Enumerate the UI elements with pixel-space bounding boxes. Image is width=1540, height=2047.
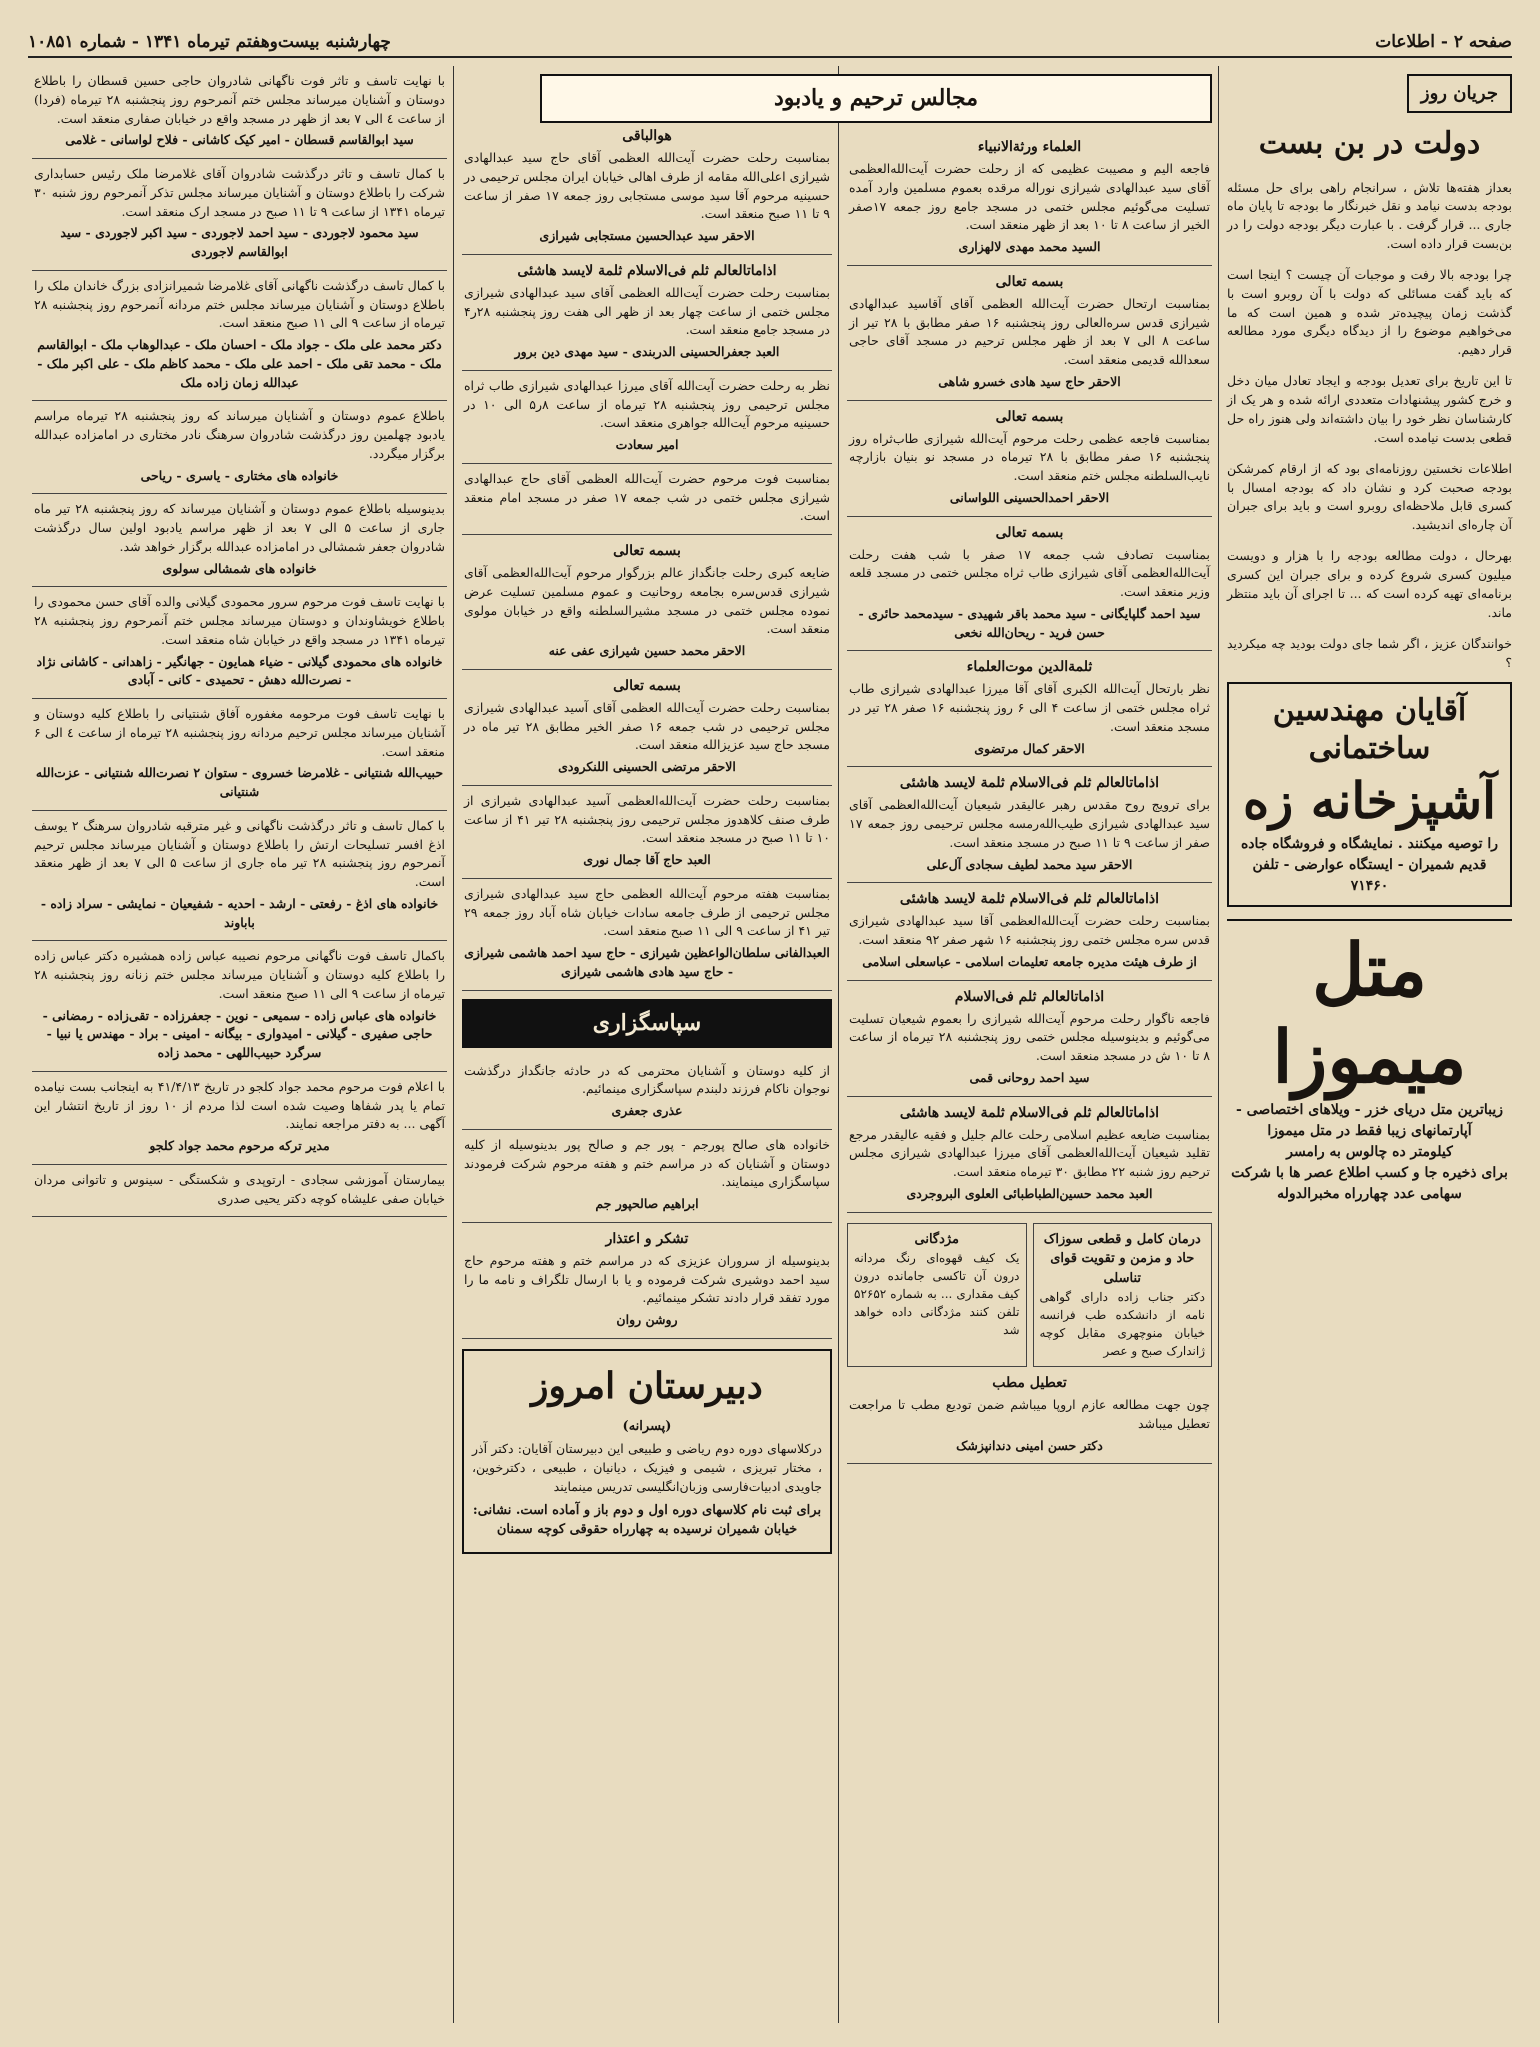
notice-body: بمناسبت رحلت حضرت آیت‌الله‌العظمی آسید عبدالهادی شیرازی از طرف صنف کلاهدوز مجلس ترحیمی روز پنجشنبه ۲۸ تیر ۴۱ از ساعت ۱۰ تا ۱۱ صبح در مسجد منعقد است. xyxy=(464,792,830,846)
notice-body: ضایعه کبری رحلت جانگداز عالم بزرگوار مرحوم آیت‌الله‌العظمی آقای شیرازی قدس‌سره بجامعه روحانیت و عموم مسلمین تسلیت عرض نموده مجلس ختمی در مسجد مشیرالسلطنه واقع در خیابان مولوی منعقد است. xyxy=(464,565,830,637)
editorial-paragraph: اطلاعات نخستین روزنامه‌ای بود که از ارقام کمرشکن بودجه صحبت کرد و نشان داد که بودجه امسال با کسری قابل ملاحظه‌ای روبرو است و باید برای جبران آن چاره‌ای اندیشید. xyxy=(1227,460,1512,532)
date-label: چهارشنبه بیست‌وهفتم تیرماه ۱۳۴۱ - شماره ۱۰۸۵۱ xyxy=(28,32,391,52)
notice xyxy=(462,879,832,991)
kitchen-name: آشپزخانه زه xyxy=(1242,771,1497,831)
kitchen-ad xyxy=(1227,682,1512,907)
editorial-paragraph: بعداز هفته‌ها تلاش ، سرانجام راهی برای حل مسئله بودجه بدست نیامد و نقل خبرنگار ما بودجه تا پایان ماه جاری ... قرار گرفت . با عبارت دیگر بودجه دولت را در بن‌بست قرار داده است. xyxy=(1227,179,1512,251)
notice xyxy=(462,670,832,786)
notice-body: فاجعه ناگوار رحلت مرحوم آیت‌الله شیرازی را بعموم شیعیان تسلیت می‌گوئیم و بدینوسیله مجلس ختمی روز پنجشنبه ۲۸ تیرماه از ساعت ۸ تا ۱۰ ش در مسجد منعقد است. xyxy=(849,1010,1210,1063)
notice-body: باکمال تاسف فوت ناگهانی مرحوم نصیبه عباس زاده همشیره دکتر عباس زاده را باطلاع کلیه دوستان و آشنایان میرساند مجلس ختم زنانه روز پنجشنبه ۲۸ تیرماه از ساعت ۹ الی ۱۱ صبح منعقد است. xyxy=(34,948,445,1001)
editorial-paragraph: چرا بودجه بالا رفت و موجبات آن چیست ؟ اینجا است که باید گفت مسائلی که دولت با آن روبرو است با گذشت زمان پیچیده‌تر شده و همین است که ما می‌خواهیم موضوع را از دیدگاه دیگری مورد مطالعه قرار دهیم. xyxy=(1227,267,1512,357)
notice xyxy=(847,981,1212,1097)
notice-body: نظر بارتحال آیت‌الله الکبری آقای آقا میرزا عبدالهادی شیرازی طاب ثراه مجلس ختمی از ساعت ۴ الی ۶ روز پنجشنبه ۱۶ صفر ۲۸ تیر در مسجد منعقد است. xyxy=(849,681,1211,734)
hotel-name: متل میموزا xyxy=(1272,927,1467,1099)
school-name: دبیرستان امروز xyxy=(531,1364,763,1407)
notice-body: بدینوسیله باطلاع عموم دوستان و آشنایان میرساند که روز پنجشنبه ۲۸ تیر ماه جاری از ساعت ۵ الی ۷ بعد از ظهر مراسم یادبود اولین سال درگذشت شادروان جعفر شمشالی در امامزاده عبدالله برگزار خواهد شد. xyxy=(34,501,445,554)
notice-title: بسمه تعالی xyxy=(995,408,1064,425)
newspaper-page xyxy=(28,28,1512,2023)
notice xyxy=(32,811,447,942)
notice-body: بمناسبت رحلت حضرت آیت‌الله العظمی آقای آسید عبدالهادی شیرازی مجلس ترحیمی در شب جمعه ۱۶ صفر الخیر مطابق ۲۸ تیر ماه در مسجد حاج سید عزیزالله منعقد است. xyxy=(464,699,830,753)
notice-signature: الاحقر حاج سید هادی خسرو شاهی xyxy=(938,373,1121,389)
notice-title: اذاماتالعالم ثلم فی‌الاسلام ثلمة لایسد هاشئی xyxy=(517,262,777,279)
reward-ad xyxy=(847,1223,1027,1368)
notice-signature: خانواده های مختاری - یاسری - ریاحی xyxy=(140,467,339,483)
notice-signature: سید محمود لاجوردی - سید احمد لاجوردی - سید اکبر لاجوردی - سید ابوالقاسم لاجوردی xyxy=(60,225,419,259)
memorial-column-left xyxy=(453,66,832,2023)
school-sub: (پسرانه) xyxy=(622,1418,672,1434)
memorial-list xyxy=(462,120,832,991)
notice-signature: سید احمد روحانی قمی xyxy=(969,1069,1090,1085)
notice-signature: دکتر محمد علی ملک - جواد ملک - احسان ملک - عبدالوهاب ملک - ابوالقاسم ملک - محمد تقی ملک - احمد علی ملک - محمد کاظم ملک - علی اکبر ملک - عبدالله زمان زاده ملک xyxy=(37,337,442,390)
memorial-column-right xyxy=(773,66,1212,2023)
notice-signature: خانواده های عباس زاده - سمیعی - نوین - جعفرزاده - تقی‌زاده - رمضانی - حاجی صفیری - گیلانی - امیدواری - بیگانه - امینی - براد - مهندس یا نبیا - سرگرد حبیب‌اللهی - محمد زاده xyxy=(42,1007,437,1060)
notice-body: بمناسبت رحلت حضرت آیت‌الله العظمی آقای حاج سید عبدالهادی شیرازی اعلی‌الله مقامه از طرف اهالی خیابان ایران مجلس ترحیمی در حسینیه مرحوم آقا سید موسی مستجابی روز جمعه ۱۷ صفر از ساعت ۹ تا ۱۱ صبح منعقد است. xyxy=(464,150,830,222)
memorial-banner: مجالس ترحیم و یادبود xyxy=(540,74,1212,123)
notice-signature: ابراهیم صالحپور جم xyxy=(595,1196,699,1211)
obituary-column xyxy=(32,66,447,2023)
notice-title: بسمه تعالی xyxy=(995,273,1064,290)
notice-signature: سید ابوالقاسم قسطان - امیر کیک کاشانی - فلاح لواسانی - غلامی xyxy=(65,132,414,148)
notice xyxy=(32,699,447,811)
doctor-ad xyxy=(1033,1223,1213,1368)
notice-body: با کمال تاسف و تاثر درگذشت ناگهانی و غیر مترقبه شادروان سرهنگ ۲ یوسف اذغ افسر تسلیحات ارتش را باطلاع دوستان و آشنایان میرساند مجلس ترحیم آنمرحوم روز پنجشنبه ۲۸ تیر ماه جاری از ساعت ۵ الی ۷ بعد از ظهر منعقد است. xyxy=(34,817,446,889)
notice-title: هوالباقی xyxy=(622,128,672,144)
notice-signature: حبیب‌الله شنتیانی - غلامرضا خسروی - ستوان ۲ نصرت‌الله شنتیانی - عزت‌الله شنتیانی xyxy=(35,765,444,799)
notice-signature: عذری جعفری xyxy=(611,1103,683,1118)
editorial-paragraph: بهرحال ، دولت مطالعه بودجه را با هزار و دویست میلیون کسری شروع کرده و برای جبران این کسری برنامه‌ای تهیه کرده است که ... تا اجرای آن باید منتظر ماند. xyxy=(1227,548,1512,620)
hotel-footer: کیلومتر ده چالوس به رامسر xyxy=(1286,1144,1453,1161)
notice xyxy=(847,651,1212,767)
notice-body: با نهایت تاسف فوت مرحوم سرور محمودی گیلانی والده آقای حسن محمودی را باطلاع خویشاوندان و دوستان میرساند مجلس ختم آنمرحوم روز پنجشنبه ۲۸ تیرماه ۱۳۴۱ در مسجد واقع در خیابان شاه منعقد است. xyxy=(34,594,445,647)
notice xyxy=(847,1097,1212,1213)
notice xyxy=(32,66,447,159)
notice-body: با نهایت تاسف و تاثر فوت ناگهانی شادروان حاجی حسین قسطان را باطلاع دوستان و آشنایان میرساند مجلس ختم آنمرحوم روز پنجشنبه ۲۸ تیرماه (فردا) از ساعت ٤ الی ۷ بعد از ظهر در مسجد واقع در خیابان صفاری منعقد است. xyxy=(34,73,445,126)
notice-title: اذاماتالعالم ثلم فی‌الاسلام xyxy=(954,988,1105,1005)
notice-signature: خانواده های محمودی گیلانی - ضیاء همایون - جهانگیر - زاهدانی - کاشانی نژاد - نصرت‌الله دهش - تحمیدی - کانی - آبادی xyxy=(36,653,443,688)
notice-title: اذاماتالعالم ثلم فی‌الاسلام ثلمة لایسد هاشئی xyxy=(899,1104,1160,1121)
notice xyxy=(462,1130,832,1223)
editorial-paragraph: تا این تاریخ برای تعدیل بودجه و ایجاد تعادل میان دخل و خرج کشور پیشنهادات متعددی ارائه شده و هر یک از کارشناسان نظر خود را بیان داشته‌اند ولی هنوز راه حل قطعی بدست نیامده است. xyxy=(1227,373,1512,445)
notice-body: بمناسبت ضایعه عظیم اسلامی رحلت عالم جلیل و فقیه عالیقدر مرجع تقلید شیعیان آیت‌الله‌العظمی آقای میرزا عبدالهادی شیرازی مجلس ترحیم روز شنبه ۲۲ مطابق ۳۰ تیرماه منعقد است. xyxy=(849,1126,1210,1179)
doctor-title: درمان کامل و قطعی سوزاک حاد و مزمن و تقویت قوای تناسلی xyxy=(1043,1231,1201,1286)
notice xyxy=(32,587,447,699)
notice xyxy=(847,266,1212,401)
notice xyxy=(462,786,832,879)
notice-signature: از طرف هیئت مدیره جامعه تعلیمات اسلامی - عباسعلی اسلامی xyxy=(862,953,1197,969)
notice xyxy=(32,271,447,402)
reward-title: مژدگانی xyxy=(914,1231,960,1247)
notice xyxy=(32,401,447,494)
notice-body: بمناسبت هفته مرحوم آیت‌الله العظمی حاج سید عبدالهادی شیرازی مجلس ترحیمی از طرف جامعه سادات خیابان شاه آباد روز جمعه ۲۹ تیر ۴۱ از ساعت ۹ الی ۱۱ صبح منعقد است. xyxy=(464,885,830,939)
editorial-box-label: جریان روز xyxy=(1407,74,1512,113)
notice-signature: العبد محمد حسین‌الطباطبائی العلوی البروجردی xyxy=(906,1185,1153,1201)
notice xyxy=(462,464,832,535)
closing-title: تعطیل مطب xyxy=(992,1375,1067,1391)
notice-signature: خانواده های شمشالی سولوی xyxy=(162,560,317,576)
notice xyxy=(32,941,447,1072)
editorial-column xyxy=(1218,66,1512,2023)
closing-body: چون جهت مطالعه عازم اروپا میباشم ضمن تودیع مطب تا مراجعت تعطیل میباشد xyxy=(849,1397,1210,1431)
notice xyxy=(462,1056,832,1130)
notice-signature: سید احمد گلپایگانی - سید محمد باقر شهیدی - سید‌محمد حائری - حسن فرید - ریحان‌الله نخعی xyxy=(858,605,1201,640)
notice-body: بمناسبت ارتحال حضرت آیت‌الله العظمی آقای آقاسید عبدالهادی شیرازی قدس سره‌العالی روز پنجشنبه ۱۶ صفر مطابق با ۲۸ تیر از ساعت ۸ الی ۷ بعد از ظهر مجلس ترحیم در مسجد آقای حاجی سعدالله قدیمی منعقد است. xyxy=(849,295,1210,367)
notice-signature: خانواده های اذغ - رفعتی - ارشد - احدیه - شفیعیان - نمایشی - سراد زاده - باباوند xyxy=(40,895,439,930)
notice-body: بمناسبت رحلت حضرت آیت‌الله العظمی آقای سید عبدالهادی شیرازی مجلس ختمی از ساعت چهار بعد از ظهر الی هفت روز پنجشنبه ۲۸ر۴ در مسجد جامع منعقد است. xyxy=(464,284,830,338)
closing-notice xyxy=(847,1367,1212,1464)
notice-signature: الاحقر احمدالحسینی اللواسانی xyxy=(949,489,1110,505)
notice-signature: الاحقر کمال مرتضوی xyxy=(974,740,1085,756)
notice-title: بسمه تعالی xyxy=(995,524,1064,541)
notice xyxy=(462,120,832,255)
notice xyxy=(847,767,1212,883)
notice-body: بیمارستان آموزشی سجادی - ارتوپدی و شکستگی - سینوس و تاتوانی مردان خیابان صفی علیشاه کوچه دکتر یحیی صدری xyxy=(34,1171,445,1206)
notice xyxy=(32,159,447,271)
notice-body: خانواده های صالح پورجم - پور جم و صالح پور بدینوسیله از کلیه دوستان و آشنایان که در مراسم ختم و هفته مرحوم شرکت فرمودند سپاسگزاری مینمایند. xyxy=(464,1136,830,1190)
notice xyxy=(462,255,832,371)
notice-title: بسمه تعالی xyxy=(613,543,681,559)
notice-signature: الاحقر محمد حسین شیرازی عفی عنه xyxy=(548,643,746,658)
notice xyxy=(32,1072,447,1165)
notice-body: از کلیه دوستان و آشنایان محترمی که در حادثه جانگداز درگذشت نوجوان ناکام فرزند دلبندم سپاسگزاری مینمائیم. xyxy=(464,1062,830,1097)
notice-body: نظر به رحلت حضرت آیت‌الله آقای میرزا عبدالهادی شیرازی طاب ثراه مجلس ترحیمی روز پنجشنبه ۲۸ تیرماه از ساعت ۸ر۵ الی ۱۰ در حسینیه مرحوم آیت‌الله جواهری منعقد است. xyxy=(464,377,830,431)
editorial-headline: دولت در بن بست xyxy=(1258,126,1481,161)
notice-body: برای ترویج روح مقدس رهبر عالیقدر شیعیان آیت‌الله‌العظمی آقای سید عبدالهادی شیرازی طیب‌الله‌رمسه مجلس ترحیمی روز جمعه ۱۷ صفر از ساعت ۹ تا ۱۱ صبح در مسجد منعقد است. xyxy=(849,797,1210,850)
notice-signature: امیر سعادت xyxy=(615,437,679,452)
thanks-signature: روشن روان xyxy=(616,1312,678,1327)
editorial-body xyxy=(1227,179,1512,673)
notice-signature: الاحقر مرتضی الحسینی اللنکرودی xyxy=(558,759,736,774)
editorial-paragraph: خوانندگان عزیز ، اگر شما جای دولت بودید چه میکردید ؟ xyxy=(1227,635,1512,670)
notice xyxy=(847,517,1212,652)
thanks-body: بدینوسیله از سروران عزیزی که در مراسم ختم و هفته مرحوم حاج سید احمد دوشیری شرکت فرموده و یا با ارسال تلگراف و نامه ما را مورد تفقد قرار دادند تشکر مینمائیم. xyxy=(464,1252,830,1306)
notice-body: با کمال تاسف و تاثر درگذشت شادروان آقای غلامرضا ملک رئیس حسابداری شرکت را باطلاع دوستان و آشنایان میرساند مجلس تذکر آنمرحوم روز شنبه ۳۰ تیرماه ۱۳۴۱ از ساعت ۹ تا ۱۱ صبح در مسجد ارک منعقد است. xyxy=(34,166,445,219)
hotel-note: برای ذخیره جا و کسب اطلاع عصر ها با شرکت سهامی عدد چهارراه مخبرالدوله xyxy=(1231,1165,1508,1203)
school-body: درکلاسهای دوره دوم ریاضی و طبیعی این دبیرستان آقایان: دکتر آذر ، مختار تبریزی ، شیمی و فیزیک ، دیانیان ، طبیعی ، دکترخوین، جاویدی ادبیات‌فارسی وزبان‌انگلیسی تدریس مینمایند xyxy=(472,1441,822,1494)
small-ads-row xyxy=(847,1223,1212,1368)
notice-body: بمناسبت فوت مرحوم حضرت آیت‌الله العظمی آقای حاج عبدالهادی شیرازی مجلس ختمی در شب جمعه ۱۷ صفر در مسجد امام منعقد است. xyxy=(464,470,830,524)
notice-body: با کمال تاسف درگذشت ناگهانی آقای غلامرضا شمیرانزادی بزرگ خاندان ملک را باطلاع دوستان و آشنایان میرساند مجلس ختم مردانه آنمرحوم روز پنجشنبه ۲۸ تیرماه از ساعت ۹ الی ۱۱ صبح منعقد است. xyxy=(34,277,445,331)
school-footer: برای ثبت نام کلاسهای دوره اول و دوم باز و آماده است. نشانی: خیابان شمیران نرسیده به چهارراه حقوقی کوچه سمنان xyxy=(472,1502,822,1537)
notice xyxy=(32,494,447,587)
page-header xyxy=(28,28,1512,58)
notice xyxy=(847,401,1212,517)
notice-body: بمناسبت فاجعه عظمی رحلت مرحوم آیت‌الله شیرازی طاب‌ثراه روز پنجشنبه ۱۶ صفر مطابق با ۲۸ تیرماه در مسجد نو بنیان بازارچه نایب‌السلطنه مجلس ختم منعقد است. xyxy=(849,430,1210,483)
notice-title: اذاماتالعالم ثلم فی‌الاسلام ثلمة لایسد هاشئی xyxy=(899,891,1160,908)
notice-title: بسمه تعالی xyxy=(613,677,681,694)
notice-body: فاجعه الیم و مصیبت عظیمی که از رحلت حضرت آیت‌الله‌العظمی آقای سید عبدالهادی شیرازی نوراله مرقده بعموم مسلمین وارد آمده تسلیت می‌گوئیم مجلس ختمی در مسجد جامع روز جمعه ۱۷صفر الخیر از ساعت ۸ تا ۱۰ بعد از ظهر منعقد است. xyxy=(849,161,1210,233)
notice-title: العلماء ورثةالانبیاء xyxy=(977,139,1082,155)
notice-body: با نهایت تاسف فوت مرحومه مغفوره آفاق شنتیانی را باطلاع کلیه دوستان و آشنایان میرساند مجلس ترحیم مردانه روز پنجشنبه ۲۸ تیرماه از ساعت ٤ الی ۶ منعقد است. xyxy=(34,706,445,759)
memorial-list xyxy=(847,131,1212,1213)
notice-body: بمناسبت رحلت حضرت آیت‌الله‌العظمی آقا سید عبدالهادی شیرازی قدس سره مجلس ختمی روز پنجشنبه ۱۶ شهر صفر ۹۲ منعقد است. xyxy=(849,913,1210,947)
thanks-title: تشکر و اعتذار xyxy=(605,1230,689,1247)
notice-signature: العبدالفانی سلطان‌الواعظین شیرازی - حاج سید احمد هاشمی شیرازی - حاج سید هادی هاشمی شیرازی xyxy=(464,945,830,979)
doctor-body: دکتر جناب زاده دارای گواهی نامه از دانشکده طب فرانسه خیابان منوچهری مقابل کوچه ژاندارک صبح و عصر xyxy=(1039,1290,1205,1358)
notice-signature: الاحقر سید محمد لطیف سجادی آل‌علی xyxy=(926,856,1133,872)
notice-body: با اعلام فوت مرحوم محمد جواد کلجو در تاریخ ۴۱/۴/۱۳ به اینجانب بست نیامده تمام یا پدر شفاها وصیت شده است لذا مردم از ۱۰ روز از تاریخ انتشار این آگهی ... به دفتر مراجعه نمایند. xyxy=(34,1078,446,1132)
notice-body: باطلاع عموم دوستان و آشنایان میرساند که روز پنجشنبه ۲۸ تیرماه مراسم یادبود چهلمین روز درگذشت شادروان سرهنگ نادر مختاری در امامزاده عبدالله برگزار میگردد. xyxy=(34,408,445,461)
engineers-title: آقایان مهندسین ساختمانی xyxy=(1272,693,1467,766)
notice-signature: العبد جعفرالحسینی الدربندی - سید مهدی دین برور xyxy=(514,344,780,359)
hotel-ad xyxy=(1227,919,1512,1205)
notice-title: ثلمة‌الدین موت‌العلماء xyxy=(966,659,1093,676)
closing-signature: دکتر حسن امینی دندانپزشک xyxy=(956,1437,1103,1453)
gratitude-list xyxy=(462,1056,832,1223)
notice xyxy=(847,883,1212,980)
notice-body: بمناسبت تصادف شب جمعه ۱۷ صفر با شب هفت رحلت آیت‌الله‌العظمی آقای شیرازی طاب ثراه مجلس ختمی در مسجد قلعه وزیر منعقد است. xyxy=(849,546,1210,599)
notice-signature: مدیر ترکه مرحوم محمد جواد کلجو xyxy=(149,1138,330,1153)
notice xyxy=(462,371,832,464)
reward-body: یک کیف قهوه‌ای رنگ مردانه درون آن تاکسی جامانده درون کیف مقداری ... به شماره ۵۲۶۵۲ تلفن کنند مژدگانی داده خواهد شد xyxy=(854,1251,1020,1337)
notice-signature: السید محمد مهدی لالهزاری xyxy=(958,239,1101,254)
notice-signature: الاحقر سید عبدالحسین مستجابی شیرازی xyxy=(539,228,755,243)
notice xyxy=(462,535,832,670)
hotel-info: زیباترین متل دریای خزر - ویلاهای اختصاصی - آپارتمانهای زیبا فقط در متل میموزا xyxy=(1236,1102,1503,1140)
banner-spacer xyxy=(462,66,832,120)
thanks-notice xyxy=(462,1223,832,1339)
gratitude-banner: سپاسگزاری xyxy=(462,999,832,1048)
notice-title: اذاماتالعالم ثلم فی‌الاسلام ثلمة لایسد هاشئی xyxy=(899,775,1160,792)
kitchen-info: را توصیه میکنند . نمایشگاه و فروشگاه جاده قدیم شمیران - ایستگاه عوارضی - تلفن ۷۱۴۶۰ xyxy=(1240,836,1499,895)
notice xyxy=(847,131,1212,266)
page-label: صفحه ۲ - اطلاعات xyxy=(1375,32,1512,52)
notice-signature: العبد حاج آقا جمال نوری xyxy=(583,852,711,867)
obituary-list xyxy=(32,66,447,1217)
school-ad xyxy=(462,1349,832,1554)
notice xyxy=(32,1165,447,1218)
